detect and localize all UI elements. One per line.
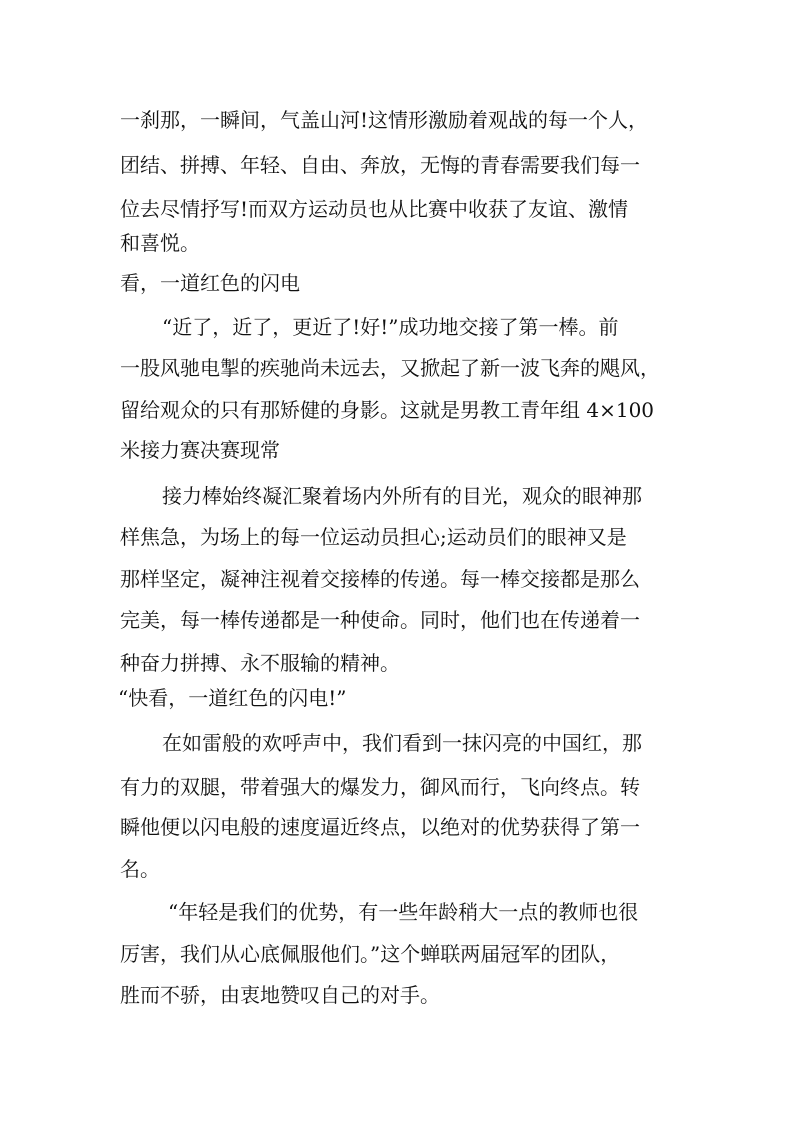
section-heading-1: 看，一道红色的闪电 xyxy=(120,271,300,295)
text-line-9: 米接力赛决赛现常 xyxy=(120,438,280,462)
text-line-21: 厉害，我们从心底佩服他们。”这个蝉联两届冠军的团队， xyxy=(120,942,621,966)
text-line-8: 留给观众的只有那矫健的身影。这就是男教工青年组 4×100 xyxy=(120,398,655,422)
text-line-14: 种奋力拼搏、永不服输的精神。 xyxy=(120,651,400,675)
text-line-7: 一股风驰电掣的疾驰尚未远去，又掀起了新一波飞奔的飓风， xyxy=(120,356,660,380)
text-line-13: 完美，每一棒传递都是一种使命。同时，他们也在传递着一 xyxy=(120,608,640,632)
text-line-16: 在如雷般的欢呼声中，我们看到一抹闪亮的中国红，那 xyxy=(162,731,642,755)
text-line-10: 接力棒始终凝汇聚着场内外所有的目光，观众的眼神那 xyxy=(162,484,642,508)
text-line-17: 有力的双腿，带着强大的爆发力，御风而行，飞向终点。转 xyxy=(120,775,640,799)
section-heading-2: “快看，一道红色的闪电!” xyxy=(118,686,347,710)
text-line-2: 团结、拼搏、年轻、自由、奔放，无悔的青春需要我们每一 xyxy=(120,153,640,177)
text-line-18: 瞬他便以闪电般的速度逼近终点，以绝对的优势获得了第一 xyxy=(120,815,640,839)
text-line-6: “近了，近了，更近了!好!”成功地交接了第一棒。前 xyxy=(162,315,619,339)
text-line-19: 名。 xyxy=(120,857,160,881)
text-line-4: 和喜悦。 xyxy=(120,231,200,255)
text-line-20: “年轻是我们的优势，有一些年龄稍大一点的教师也很 xyxy=(168,900,639,924)
text-line-11: 样焦急，为场上的每一位运动员担心;运动员们的眼神又是 xyxy=(120,525,627,549)
text-line-12: 那样坚定，凝神注视着交接棒的传递。每一棒交接都是那么 xyxy=(120,567,640,591)
text-line-1: 一刹那，一瞬间，气盖山河!这情形激励着观战的每一个人， xyxy=(120,108,649,132)
text-line-22: 胜而不骄，由衷地赞叹自己的对手。 xyxy=(120,983,440,1007)
text-line-3: 位去尽情抒写!而双方运动员也从比赛中收获了友谊、激情 xyxy=(120,197,629,221)
